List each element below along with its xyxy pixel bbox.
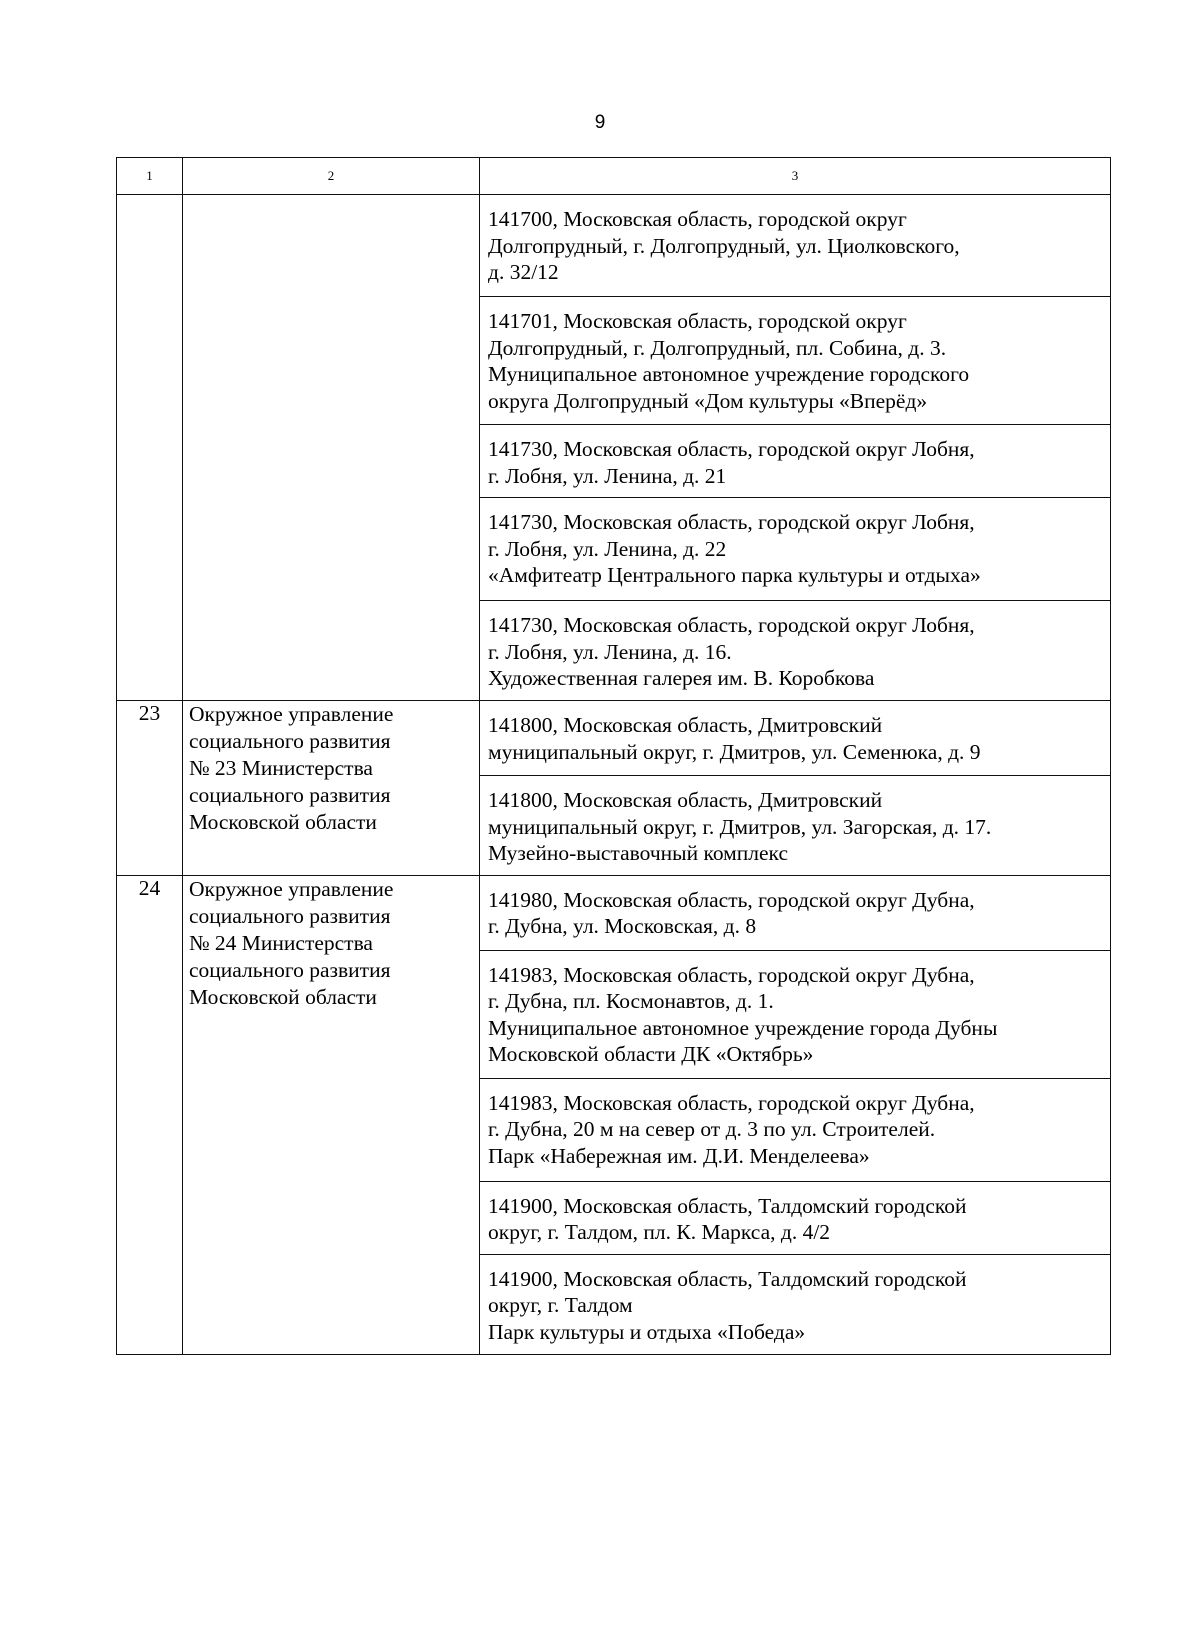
organization-line: социального развития [189, 957, 391, 982]
address-line: Московской области ДК «Октябрь» [488, 1042, 814, 1066]
organization-line: социального развития [189, 783, 391, 807]
row-number-cell [117, 875, 183, 1354]
organization-line: Окружное управление [189, 876, 394, 901]
organization-cell [183, 875, 480, 1354]
address-cell [480, 701, 1111, 776]
address-cell [480, 950, 1111, 1078]
address-cell [480, 195, 1111, 297]
address-line: 141700, Московская область, городской округ [488, 207, 907, 231]
address-line: муниципальный округ, г. Дмитров, ул. Семенюка, д. 9 [488, 739, 981, 764]
address-line: г. Дубна, пл. Космонавтов, д. 1. [488, 989, 774, 1013]
address-cell [480, 297, 1111, 425]
table-body [117, 195, 1111, 1355]
address-line: д. 32/12 [488, 260, 559, 284]
address-line: 141730, Московская область, городской округ Лобня, [488, 613, 975, 637]
column-header-2: 2 [183, 158, 480, 195]
table-row [117, 875, 1111, 950]
address-line: Художественная галерея им. В. Коробкова [488, 666, 875, 690]
address-cell [480, 601, 1111, 701]
table-header-row [117, 158, 1111, 195]
address-line: 141800, Московская область, Дмитровский [488, 788, 883, 812]
address-line: г. Лобня, ул. Ленина, д. 21 [488, 463, 727, 488]
address-line: 141730, Московская область, городской округ Лобня, [488, 510, 975, 534]
address-line: Муниципальное автономное учреждение городского [488, 362, 970, 386]
page-number: 9 [594, 112, 606, 133]
organization-line: Московской области [189, 984, 377, 1009]
organization-line: социального развития [189, 903, 391, 928]
address-line: «Амфитеатр Центрального парка культуры и отдыха» [488, 563, 981, 587]
table-row [117, 701, 1111, 776]
address-line: округа Долгопрудный «Дом культуры «Вперёд» [488, 388, 928, 413]
organization-cell [183, 701, 480, 876]
address-line: 141730, Московская область, городской округ Лобня, [488, 437, 975, 461]
address-cell [480, 1078, 1111, 1181]
address-cell [480, 875, 1111, 950]
address-line: Муниципальное автономное учреждение города Дубны [488, 1015, 998, 1040]
address-line: округ, г. Талдом, пл. К. Маркса, д. 4/2 [488, 1220, 831, 1244]
address-line: 141900, Московская область, Талдомский городской [488, 1193, 967, 1218]
address-line: округ, г. Талдом [488, 1293, 633, 1317]
address-cell [480, 776, 1111, 876]
address-cell [480, 425, 1111, 498]
organization-line: Окружное управление [189, 702, 394, 726]
table-row [117, 195, 1111, 297]
address-cell [480, 498, 1111, 601]
organization-line: № 23 Министерства [189, 756, 373, 780]
address-line: г. Дубна, ул. Московская, д. 8 [488, 914, 757, 938]
address-line: г. Лобня, ул. Ленина, д. 22 [488, 536, 727, 561]
address-cell [480, 1254, 1111, 1354]
address-line: 141800, Московская область, Дмитровский [488, 713, 883, 737]
organization-line: № 24 Министерства [189, 930, 373, 955]
address-line: Долгопрудный, г. Долгопрудный, пл. Собина, д. 3. [488, 335, 947, 360]
address-line: Музейно-выставочный комплекс [488, 841, 789, 865]
row-number: 23 [138, 701, 161, 725]
address-line: Парк «Набережная им. Д.И. Менделеева» [488, 1143, 870, 1168]
row-number-cell [117, 701, 183, 876]
address-line: 141900, Московская область, Талдомский городской [488, 1266, 967, 1291]
organization-line: социального развития [189, 729, 391, 753]
row-number: 24 [138, 875, 161, 900]
address-line: Долгопрудный, г. Долгопрудный, ул. Циолковского, [488, 233, 960, 258]
address-cell [480, 1181, 1111, 1254]
address-line: 141983, Московская область, городской округ Дубна, [488, 1090, 975, 1115]
venue-table [116, 157, 1111, 1355]
address-line: муниципальный округ, г. Дмитров, ул. Загорская, д. 17. [488, 814, 992, 839]
organization-line: Московской области [189, 810, 377, 834]
row-number-cell [117, 195, 183, 701]
address-line: г. Дубна, 20 м на север от д. 3 по ул. Строителей. [488, 1117, 936, 1141]
column-header-3: 3 [480, 158, 1111, 195]
column-header-1: 1 [117, 158, 183, 195]
address-line: Парк культуры и отдыха «Победа» [488, 1319, 806, 1344]
address-line: 141701, Московская область, городской округ [488, 309, 907, 333]
address-line: 141983, Московская область, городской округ Дубна, [488, 962, 975, 987]
organization-cell [183, 195, 480, 701]
address-line: 141980, Московская область, городской округ Дубна, [488, 887, 975, 912]
address-line: г. Лобня, ул. Ленина, д. 16. [488, 639, 732, 664]
